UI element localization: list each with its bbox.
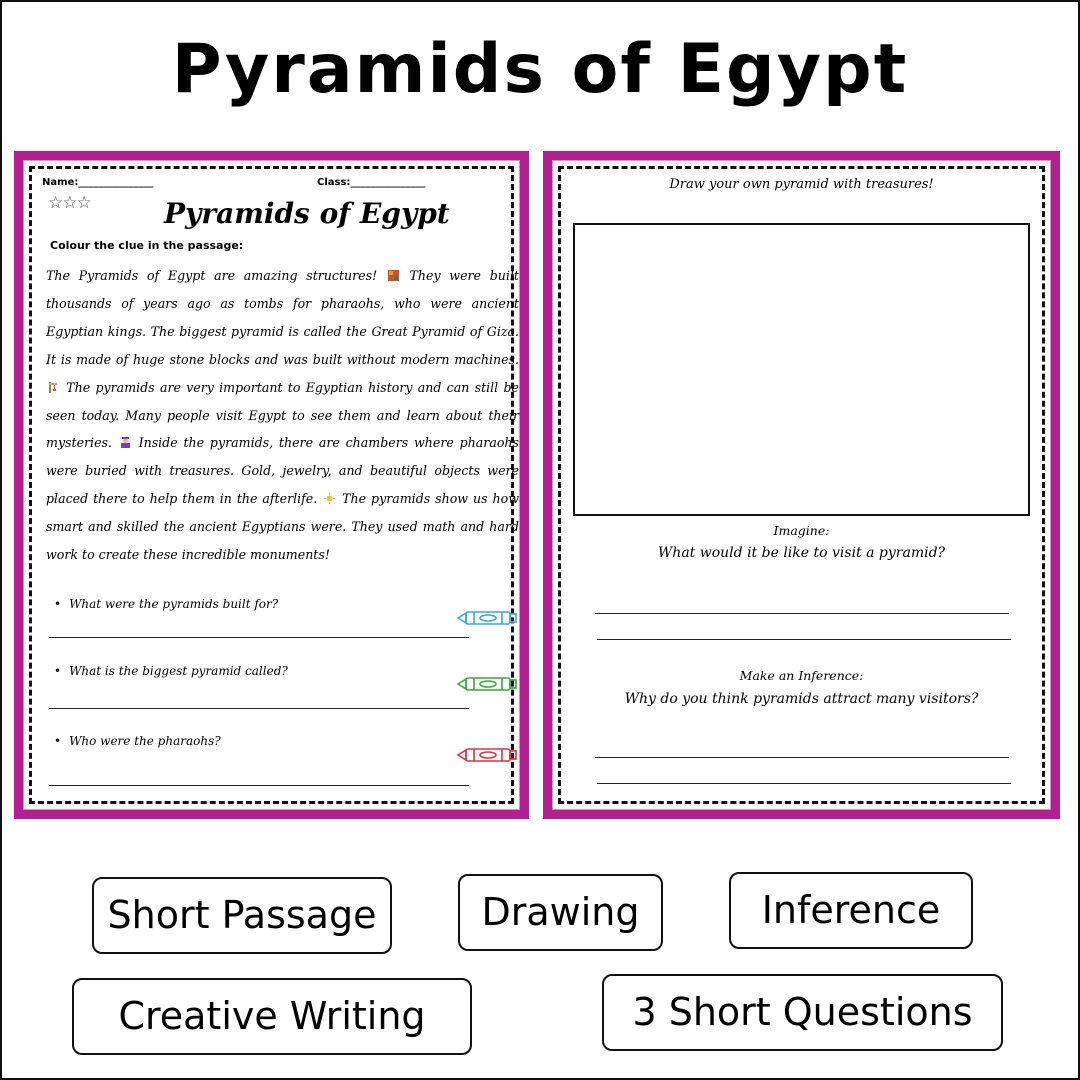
pyramid-emoji-icon bbox=[388, 263, 399, 274]
name-field: Name:_______________ bbox=[42, 177, 154, 188]
worksheet-page-activities bbox=[543, 151, 1060, 819]
drawing-prompt: Draw your own pyramid with treasures! bbox=[669, 177, 934, 192]
writing-line-1 bbox=[595, 613, 1009, 614]
inference-question: Why do you think pyramids attract many visitors? bbox=[624, 691, 979, 707]
writing-line-3 bbox=[595, 757, 1009, 758]
class-field: Class:_______________ bbox=[317, 177, 426, 188]
tag-creative-writing: Creative Writing bbox=[72, 978, 472, 1055]
passage-part: The Pyramids of Egypt are amazing structures! bbox=[46, 268, 386, 283]
paper-sheet bbox=[552, 160, 1051, 810]
question-1: • What were the pyramids built for? bbox=[54, 597, 278, 611]
instruction-text: Colour the clue in the passage: bbox=[50, 239, 244, 252]
writing-line-2 bbox=[597, 639, 1011, 640]
tag-drawing: Drawing bbox=[458, 874, 663, 951]
worksheet-page-passage bbox=[14, 151, 529, 819]
explorer-emoji-icon bbox=[120, 430, 131, 441]
red-crayon-icon bbox=[456, 747, 518, 763]
passage-part: They were built thousands of years ago as tombs for pharaohs, who were ancient Egyptian kings. The biggest pyramid is called the Great Pyramid of Giza. It is made of huge stone blocks and was built without modern machines. bbox=[46, 268, 519, 367]
worksheet-title: Pyramids of Egypt bbox=[164, 197, 450, 230]
tag-short-passage: Short Passage bbox=[92, 877, 392, 954]
sun-emoji-icon bbox=[324, 486, 335, 497]
paper-sheet bbox=[23, 160, 520, 810]
passage-part: Inside the pyramids, there are chambers where pharaohs were buried with treasures. Gold, jewelry, and beautiful objects were placed there to help them in the afterlife. bbox=[46, 435, 519, 507]
drawing-box bbox=[573, 223, 1030, 516]
construction-emoji-icon bbox=[48, 375, 59, 386]
reading-passage bbox=[46, 262, 519, 569]
question-2: • What is the biggest pyramid called? bbox=[54, 664, 288, 678]
passage-part: The pyramids show us how smart and skilled the ancient Egyptians were. They used math and hard work to create these incredible monuments! bbox=[46, 491, 519, 563]
question-3: • Who were the pharaohs? bbox=[54, 734, 221, 748]
imagine-question: What would it be like to visit a pyramid? bbox=[657, 545, 946, 561]
answer-line-1 bbox=[49, 637, 469, 638]
blue-crayon-icon bbox=[456, 610, 518, 626]
main-title: Pyramids of Egypt bbox=[171, 30, 909, 109]
green-crayon-icon bbox=[456, 676, 518, 692]
answer-line-3 bbox=[49, 785, 469, 786]
star-rating-icon: ☆☆☆ bbox=[48, 193, 91, 213]
tag-inference: Inference bbox=[729, 872, 973, 949]
answer-line-2 bbox=[49, 708, 469, 709]
tag-3-short-questions: 3 Short Questions bbox=[602, 974, 1003, 1051]
inference-heading: Make an Inference: bbox=[739, 668, 864, 683]
imagine-heading: Imagine: bbox=[773, 523, 830, 538]
writing-line-4 bbox=[597, 783, 1011, 784]
passage-part: The pyramids are very important to Egyptian history and can still be seen today. Many people visit Egypt to see them and learn about their mysteries. bbox=[46, 379, 519, 451]
